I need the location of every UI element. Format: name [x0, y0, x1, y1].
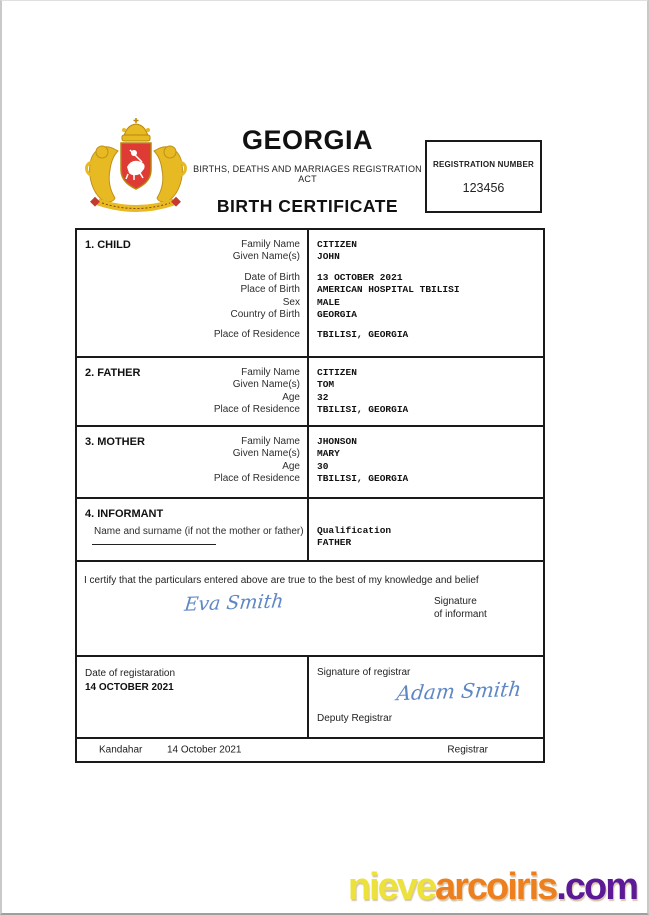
informant-name-label: Name and surname (if not the mother or father): [94, 526, 304, 537]
field-label: Sex: [282, 296, 300, 308]
field-label: Date of Birth: [244, 271, 300, 283]
certificate-table: [75, 228, 545, 763]
registrar-signature-label: Signature of registrar: [317, 667, 411, 678]
field-label: Given Name(s): [232, 251, 300, 263]
mother-values: [309, 427, 543, 486]
informant-left-column: [77, 499, 309, 560]
watermark: [348, 866, 637, 909]
footer-registrar-label: Registrar: [447, 744, 488, 756]
registration-date-label: Date of registaration: [85, 668, 176, 679]
field-value: CITIZEN: [317, 239, 357, 250]
field-value: AMERICAN HOSPITAL TBILISI: [317, 284, 460, 296]
signature-label-line1: Signature: [434, 596, 477, 607]
signature-label-line2: of informant: [434, 609, 487, 620]
act-subtitle: BIRTHS, DEATHS AND MARRIAGES REGISTRATION ACT: [193, 164, 422, 184]
field-label: Place of Residence: [213, 329, 300, 341]
field-label: Given Name(s): [232, 448, 300, 460]
child-value-column: [309, 230, 543, 356]
mother-label-column: [77, 427, 309, 497]
informant-qualification: [309, 499, 543, 550]
field-label: Country of Birth: [230, 309, 300, 321]
registration-date-value: 14 OCTOBER 2021: [85, 681, 174, 693]
registration-number-box: [425, 140, 542, 213]
child-label-column: [77, 230, 309, 356]
registration-date-column: [77, 657, 309, 737]
section-heading: 1. CHILD: [85, 239, 131, 251]
field-value: GEORGIA: [317, 309, 357, 321]
section-heading: 2. FATHER: [85, 367, 141, 379]
field-value: MARY: [317, 448, 340, 460]
field-value: TBILISI, GEORGIA: [317, 329, 409, 341]
field-label: Place of Birth: [240, 284, 300, 296]
field-label: Age: [282, 391, 300, 403]
section-father: [77, 358, 543, 427]
certification-content: [77, 562, 543, 655]
informant-signature-label: [434, 595, 487, 621]
registration-date-block: [77, 657, 307, 694]
field-value: TBILISI, GEORGIA: [317, 404, 409, 416]
informant-signature: Eva Smith: [183, 590, 285, 616]
footer-date: 14 October 2021: [167, 744, 242, 756]
section-heading: 4. INFORMANT: [85, 508, 164, 520]
section-mother: [77, 427, 543, 499]
field-label: Place of Residence: [213, 404, 300, 416]
field-label: Family Name: [241, 367, 300, 378]
section-registrar: [77, 657, 543, 739]
field-value: CITIZEN: [317, 367, 357, 378]
deputy-registrar-label: Deputy Registrar: [317, 713, 393, 724]
field-label: Given Name(s): [232, 379, 300, 391]
qualification-label: Qualification: [317, 525, 392, 536]
watermark-part3: .com: [556, 866, 637, 908]
document-title: BIRTH CERTIFICATE: [216, 196, 399, 216]
section-child: [77, 230, 543, 358]
footer-row-content: [77, 739, 543, 761]
field-label: Place of Residence: [213, 473, 300, 485]
certification-statement: I certify that the particulars entered above are true to the best of my knowledge and belief: [84, 575, 479, 586]
qualification-value: FATHER: [317, 537, 352, 549]
footer-place: Kandahar: [99, 744, 143, 756]
informant-name-blank-line: [92, 544, 216, 545]
field-value: TOM: [317, 379, 335, 391]
section-certification: [77, 562, 543, 657]
father-value-column: [309, 358, 543, 425]
field-value: MALE: [317, 296, 340, 308]
registrar-signature-column: [309, 657, 543, 737]
field-value: JOHN: [317, 251, 340, 263]
field-value: 32: [317, 391, 329, 403]
watermark-part1: nieve: [347, 866, 435, 908]
page-title: GEORGIA: [241, 125, 373, 155]
field-label: Family Name: [241, 239, 300, 250]
field-value: TBILISI, GEORGIA: [317, 473, 409, 485]
field-value: 30: [317, 460, 329, 472]
father-values: [309, 358, 543, 417]
mother-value-column: [309, 427, 543, 497]
section-heading: 3. MOTHER: [85, 436, 145, 448]
section-informant: [77, 499, 543, 562]
georgia-coat-of-arms-icon: [80, 118, 192, 218]
informant-right-column: [309, 499, 543, 560]
header: [190, 125, 425, 217]
registration-number-value: 123456: [462, 181, 505, 195]
registrar-signature: Adam Smith: [395, 676, 523, 706]
registration-number-label: REGISTRATION NUMBER: [433, 160, 534, 169]
watermark-part2: arcoiris: [434, 866, 557, 908]
section-footer-row: [77, 739, 543, 761]
field-value: JHONSON: [317, 436, 357, 447]
father-label-column: [77, 358, 309, 425]
child-values: [309, 230, 543, 342]
field-value: 13 OCTOBER 2021: [317, 271, 403, 283]
field-label: Family Name: [241, 436, 300, 447]
field-label: Age: [282, 460, 300, 472]
